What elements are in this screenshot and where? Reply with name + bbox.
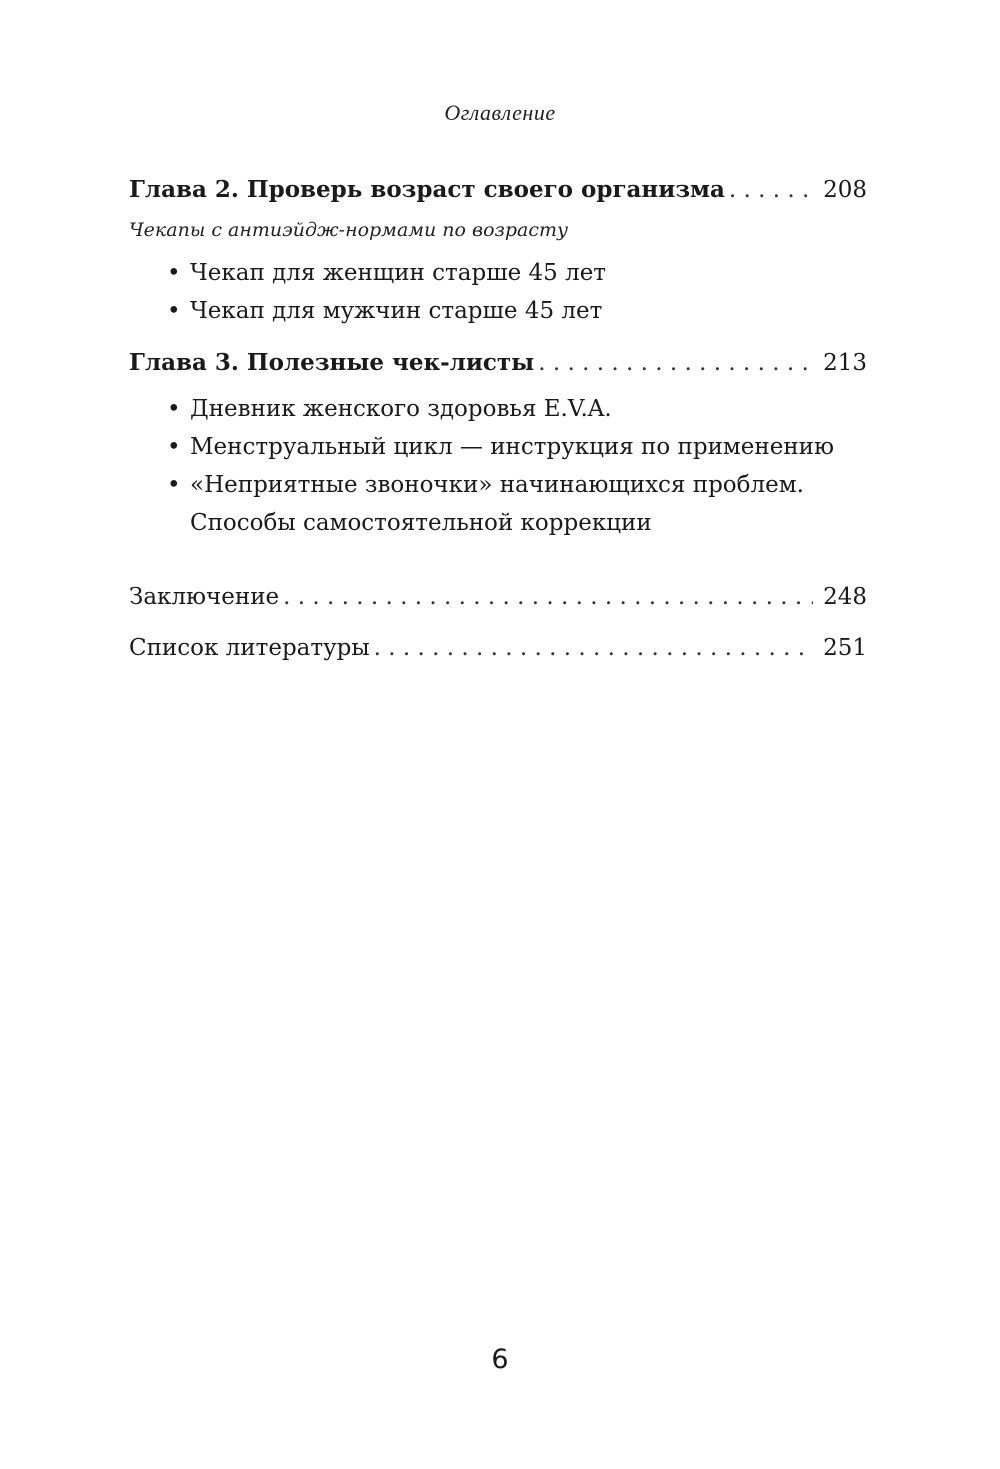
dot-leader — [729, 175, 813, 205]
list-item — [129, 466, 867, 504]
references-title: Список литературы — [129, 635, 370, 661]
toc-chapter-2-line[interactable] — [129, 175, 867, 205]
conclusion-page: 248 — [823, 584, 867, 610]
list-item-text: «Неприятные звоночки» начинающихся проблем. — [190, 472, 804, 498]
list-item-text: Дневник женского здоровья E.V.A. — [190, 396, 612, 422]
list-item — [129, 390, 867, 428]
chapter-3-page: 213 — [823, 350, 867, 376]
list-item — [129, 254, 867, 292]
toc-conclusion-line[interactable] — [129, 582, 867, 612]
bullet-icon: • — [167, 298, 181, 324]
toc-entry-references — [129, 633, 867, 663]
dot-leader — [374, 633, 813, 663]
toc-references-line[interactable] — [129, 633, 867, 663]
toc-entry-conclusion — [129, 582, 867, 612]
toc-chapter-3-line[interactable] — [129, 348, 867, 378]
chapter-2-bullet-list — [129, 254, 867, 330]
toc-entry-chapter-3 — [129, 348, 867, 378]
running-header: Оглавление — [444, 100, 556, 125]
list-item-continuation — [129, 504, 867, 542]
bullet-icon: • — [167, 396, 181, 422]
chapter-2-subtitle: Чекапы с антиэйдж-нормами по возрасту — [129, 219, 569, 241]
bullet-icon: • — [167, 260, 181, 286]
chapter-2-title: Глава 2. Проверь возраст своего организма — [129, 176, 725, 203]
bullet-icon: • — [167, 434, 181, 460]
chapter-2-page: 208 — [823, 177, 867, 203]
chapter-3-title: Глава 3. Полезные чек-листы — [129, 349, 535, 376]
chapter-3-bullet-list — [129, 390, 867, 542]
list-item-text: Чекап для мужчин старше 45 лет — [190, 298, 603, 324]
dot-leader — [283, 582, 813, 612]
dot-leader — [538, 348, 813, 378]
list-item-text: Менструальный цикл — инструкция по применению — [190, 434, 835, 460]
bullet-icon: • — [167, 472, 181, 498]
list-item — [129, 292, 867, 330]
page-number: 6 — [491, 1344, 509, 1375]
toc-entry-chapter-2 — [129, 175, 867, 205]
list-item — [129, 428, 867, 466]
references-page: 251 — [823, 635, 867, 661]
list-item-text: Способы самостоятельной коррекции — [190, 510, 652, 536]
list-item-text: Чекап для женщин старше 45 лет — [190, 260, 607, 286]
conclusion-title: Заключение — [129, 584, 280, 610]
